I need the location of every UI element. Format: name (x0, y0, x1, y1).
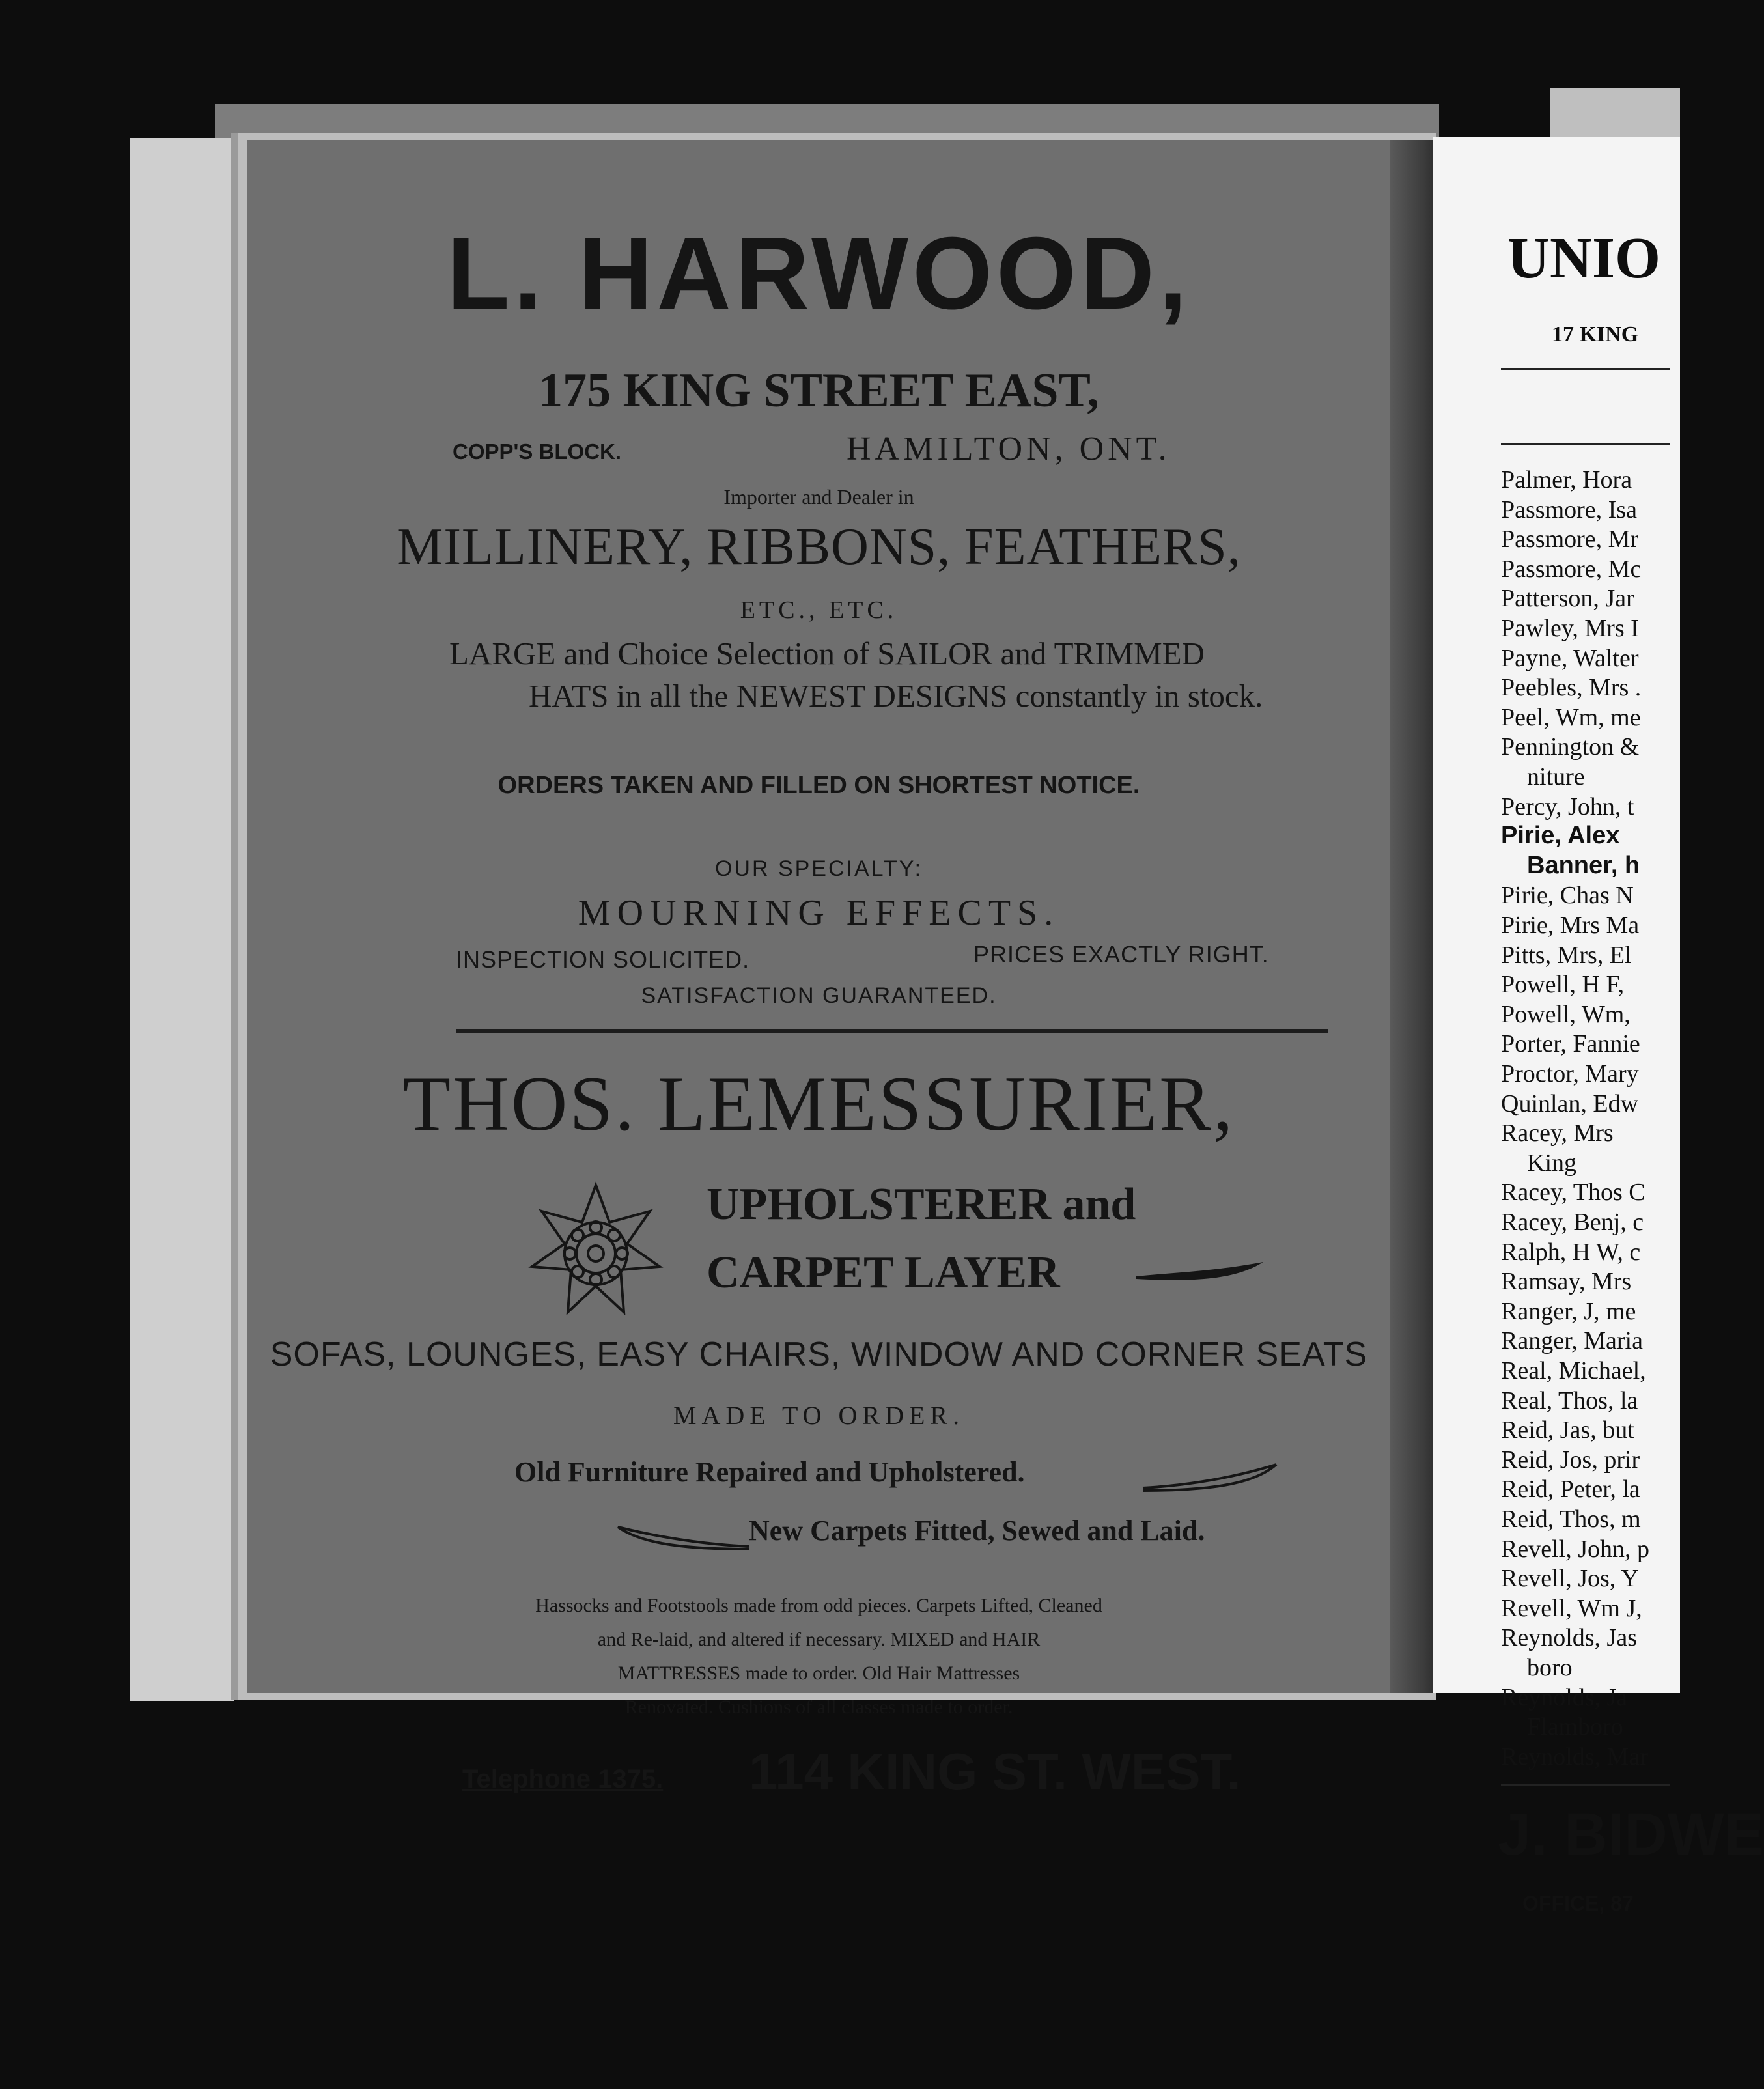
directory-entry: Racey, Thos C (1501, 1179, 1645, 1207)
directory-entry: Real, Michael, (1501, 1357, 1646, 1384)
lemessurier-trade-line2: CARPET LAYER (707, 1248, 1060, 1298)
right-page-header: UNIO (1507, 226, 1661, 290)
directory-entry: Pirie, Chas N (1501, 882, 1634, 910)
harwood-title: L. HARWOOD, (447, 216, 1191, 331)
directory-entry: Powell, Wm, (1501, 1000, 1631, 1028)
directory-entry: Reynolds, Mar (1501, 1743, 1648, 1771)
harwood-prices: PRICES EXACTLY RIGHT. (973, 941, 1269, 968)
right-rule (1501, 443, 1670, 445)
directory-entry: Peel, Wm, me (1501, 703, 1641, 731)
star-ornament-icon (526, 1182, 666, 1322)
directory-entry: Flamboro (1527, 1713, 1623, 1741)
harwood-etc: ETC., ETC. (740, 596, 898, 624)
lemessurier-trade-line1: UPHOLSTERER and (707, 1179, 1136, 1229)
directory-entry: Payne, Walter (1501, 644, 1639, 672)
bidwell-office: OFFICE, 87 (1522, 1892, 1634, 1915)
right-rule (1501, 1784, 1670, 1786)
harwood-selection-line1: LARGE and Choice Selection of SAILOR and TRIMMED (449, 636, 1205, 671)
harwood-block: COPP'S BLOCK. (453, 440, 622, 464)
harwood-goods: MILLINERY, RIBBONS, FEATHERS, (397, 518, 1241, 576)
directory-entry: Ranger, J, me (1501, 1297, 1636, 1325)
lemessurier-repair: Old Furniture Repaired and Upholstered. (514, 1456, 1025, 1488)
page-edge-left (130, 138, 234, 1701)
details-line: Renovated. Cushions of all classes made to order. (624, 1696, 1013, 1718)
directory-entry: Reid, Thos, m (1501, 1506, 1641, 1533)
harwood-satisfaction: SATISFACTION GUARANTEED. (641, 983, 997, 1008)
harwood-importer: Importer and Dealer in (723, 485, 914, 509)
bidwell-ad-title: J. BIDWE (1498, 1801, 1764, 1868)
directory-entry: Percy, John, t (1501, 792, 1634, 820)
directory-entry: Pawley, Mrs I (1501, 615, 1639, 642)
flourish-icon (1143, 1462, 1280, 1494)
harwood-selection-line2: HATS in all the NEWEST DESIGNS constantly in stock. (529, 678, 1263, 714)
directory-entry: niture (1527, 763, 1585, 791)
directory-entry: Reynolds, Ja (1501, 1683, 1628, 1711)
directory-entry: Powell, H F, (1501, 971, 1625, 999)
directory-entry: Pirie, Alex (1501, 822, 1620, 850)
right-page-subheader: 17 KING (1552, 322, 1639, 346)
directory-entry: King (1527, 1149, 1576, 1177)
details-line: and Re-laid, and altered if necessary. MIXED and HAIR (597, 1629, 1041, 1650)
directory-entry: Peebles, Mrs . (1501, 674, 1642, 702)
harwood-orders: ORDERS TAKEN AND FILLED ON SHORTEST NOTICE. (497, 772, 1140, 799)
details-line: Hassocks and Footstools made from odd pieces. Carpets Lifted, Cleaned (535, 1595, 1102, 1616)
harwood-city: HAMILTON, ONT. (847, 430, 1171, 468)
directory-entry: Passmore, Mc (1501, 555, 1642, 583)
directory-entry: Racey, Benj, c (1501, 1209, 1644, 1236)
details-line: MATTRESSES made to order. Old Hair Mattresses (617, 1662, 1020, 1684)
directory-entry: Reid, Peter, la (1501, 1476, 1640, 1504)
directory-entry: Quinlan, Edw (1501, 1089, 1639, 1117)
directory-entry: Pitts, Mrs, El (1501, 941, 1632, 969)
directory-entry: Ramsay, Mrs (1501, 1268, 1632, 1296)
directory-entry: Racey, Mrs (1501, 1119, 1614, 1147)
directory-entry: Passmore, Mr (1501, 526, 1639, 554)
ad-divider (456, 1029, 1328, 1033)
flourish-icon (1136, 1257, 1267, 1289)
directory-entry: Pennington & (1501, 733, 1640, 761)
lemessurier-details (247, 1589, 1390, 1724)
harwood-inspection: INSPECTION SOLICITED. (456, 946, 750, 973)
lemessurier-address: 114 KING ST. WEST. (749, 1743, 1241, 1801)
directory-entry: Reynolds, Jas (1501, 1624, 1637, 1652)
directory-entry: Ralph, H W, c (1501, 1238, 1641, 1266)
harwood-specialty-label: OUR SPECIALTY: (714, 856, 923, 881)
directory-entry: Porter, Fannie (1501, 1030, 1640, 1058)
directory-entry: Proctor, Mary (1501, 1060, 1639, 1087)
lemessurier-telephone: Telephone 1375. (462, 1765, 664, 1793)
harwood-specialty: MOURNING EFFECTS. (578, 893, 1060, 933)
flourish-icon (615, 1521, 749, 1553)
directory-entry: Banner, h (1527, 851, 1640, 879)
directory-entry: Patterson, Jar (1501, 585, 1634, 613)
directory-entry: Revell, Wm J, (1501, 1594, 1642, 1622)
directory-entry: Reid, Jos, prir (1501, 1446, 1640, 1474)
directory-entry: Passmore, Isa (1501, 496, 1637, 524)
directory-entry: Revell, Jos, Y (1501, 1565, 1639, 1593)
directory-entry: Palmer, Hora (1501, 466, 1632, 494)
directory-entry: boro (1527, 1654, 1573, 1681)
directory-entry: Revell, John, p (1501, 1535, 1649, 1563)
lemessurier-made-to-order: MADE TO ORDER. (673, 1401, 965, 1430)
right-rule (1501, 368, 1670, 370)
harwood-address: 175 KING STREET EAST, (539, 364, 1099, 417)
right-page-top-edge (1550, 88, 1680, 140)
lemessurier-carpets: New Carpets Fitted, Sewed and Laid. (749, 1515, 1205, 1547)
lemessurier-title: THOS. LEMESSURIER, (402, 1060, 1235, 1147)
lemessurier-products: SOFAS, LOUNGES, EASY CHAIRS, WINDOW AND CORNER SEATS (270, 1336, 1368, 1373)
directory-entry: Ranger, Maria (1501, 1327, 1643, 1355)
directory-entry: Reid, Jas, but (1501, 1416, 1634, 1444)
directory-entry: Pirie, Mrs Ma (1501, 912, 1640, 939)
directory-entry: Real, Thos, la (1501, 1386, 1638, 1414)
